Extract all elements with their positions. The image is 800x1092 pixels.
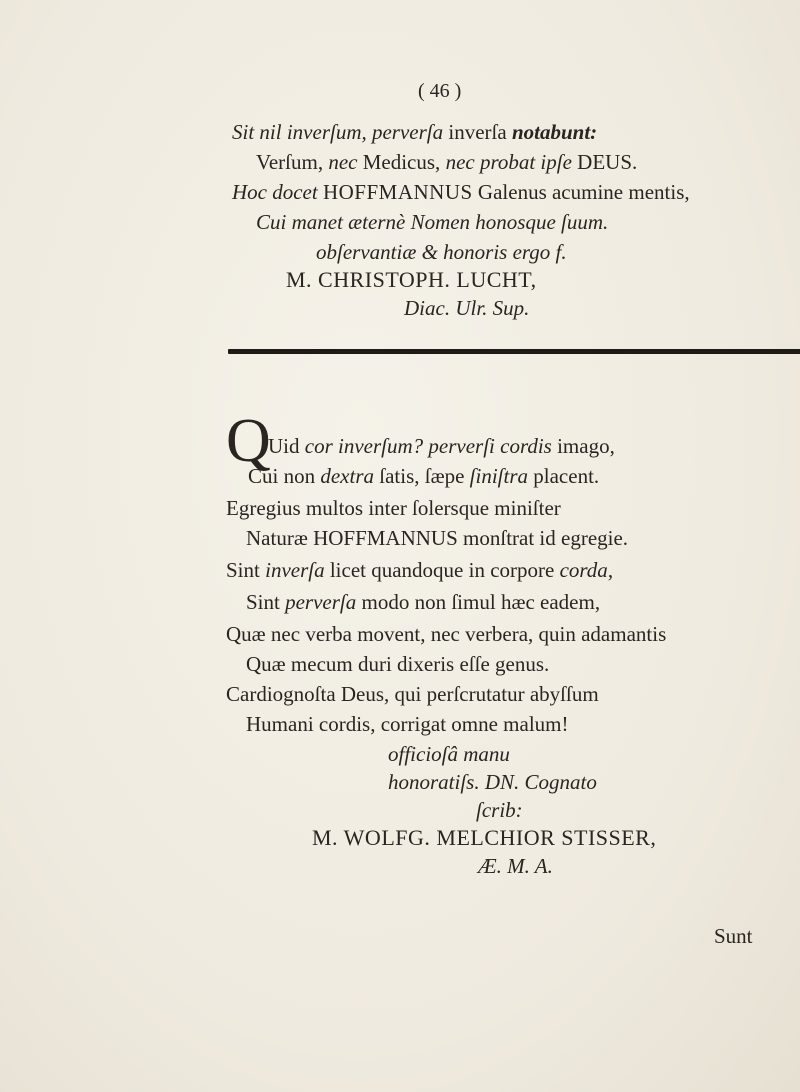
- poem1-author: M. CHRISTOPH. LUCHT,: [286, 267, 537, 292]
- poem2-line-8: Quæ mecum duri dixeris eſſe genus.: [246, 652, 550, 676]
- poem1-line-1: Sit nil inverſum, perverſa inverſa notabunt:: [232, 120, 598, 144]
- poem1-line-3: Hoc docet HOFFMANNUS Galenus acumine mentis,: [232, 180, 690, 204]
- poem2-line-5: Sint inverſa licet quandoque in corpore corda,: [226, 558, 614, 582]
- poem1-dedication: obſervantiæ & honoris ergo f.: [316, 240, 567, 264]
- poem2-line-4: Naturæ HOFFMANNUS monſtrat id egregie.: [246, 526, 629, 550]
- poem2-line-7: Quæ nec verba movent, nec verbera, quin adamantis: [226, 622, 667, 646]
- poem2-line-3: Egregius multos inter ſolersque miniſter: [226, 496, 561, 520]
- poem2-line-6: Sint perverſa modo non ſimul hæc eadem,: [246, 590, 601, 614]
- poem1-author-title: Diac. Ulr. Sup.: [404, 296, 530, 320]
- catchword: Sunt: [714, 924, 753, 948]
- poem2-recipient: honoratiſs. DN. Cognato: [388, 770, 597, 794]
- poem2-author: M. WOLFG. MELCHIOR STISSER,: [312, 825, 657, 850]
- drop-cap: Q: [226, 407, 271, 475]
- poem2-author-title: Æ. M. A.: [478, 854, 553, 878]
- poem2-dedication: officioſâ manu: [388, 742, 510, 766]
- poem2-line-10: Humani cordis, corrigat omne malum!: [246, 712, 569, 736]
- poem1-line-2: Verſum, nec Medicus, nec probat ipſe DEUS.: [256, 150, 638, 174]
- poem1-line-4: Cui manet æternè Nomen honosque ſuum.: [256, 210, 609, 234]
- poem2-line-9: Cardiognoſta Deus, qui perſcrutatur abyſſum: [226, 682, 599, 706]
- poem2-line-1: Uid cor inverſum? perverſi cordis imago,: [268, 434, 615, 458]
- section-divider: [228, 349, 800, 354]
- poem2-line-2: Cui non dextra ſatis, ſæpe ſiniſtra placent.: [248, 464, 600, 488]
- page-number: ( 46 ): [418, 80, 462, 102]
- poem2-scrib: ſcrib:: [476, 798, 523, 822]
